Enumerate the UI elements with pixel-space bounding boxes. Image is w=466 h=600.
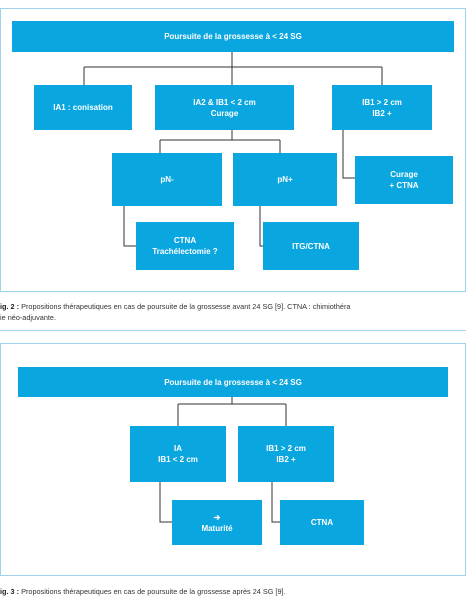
- fig3-caption: [0, 586, 466, 597]
- fig3-ia-box: IA IB1 < 2 cm: [130, 426, 226, 482]
- fig3-ib1-box: IB1 > 2 cm IB2 +: [238, 426, 334, 482]
- fig3-ctna-box: CTNA: [280, 500, 364, 545]
- fig2-itg-ctna-box: ITG/CTNA: [263, 222, 359, 270]
- fig2-caption-text: Propositions thérapeutiques en cas de poursuite de la grossesse avant 24 SG [9]. CTNA : chimiothéra: [19, 302, 351, 311]
- fig2-ctna-trach-box: CTNA Trachélectomie ?: [136, 222, 234, 270]
- fig2-ib1-box: IB1 > 2 cm IB2 +: [332, 85, 432, 130]
- connector-pnminus-to-ctna: [124, 206, 136, 246]
- fig2-caption-line2: ie néo-adjuvante.: [0, 313, 56, 322]
- fig2-pnminus-box: pN-: [112, 153, 222, 206]
- fig2-caption: [0, 301, 466, 312]
- connector-ib1-to-curage: [343, 130, 355, 178]
- fig3-root-box: Poursuite de la grossesse à < 24 SG: [18, 367, 448, 397]
- fig2-caption-label: ig. 2 :: [0, 302, 20, 311]
- fig2-ia2-box: IA2 & IB1 < 2 cm Curage: [155, 85, 294, 130]
- fig2-pnplus-box: pN+: [233, 153, 337, 206]
- separator-top: [0, 330, 466, 331]
- fig3-caption-text: Propositions thérapeutiques en cas de poursuite de la grossesse après 24 SG [9].: [19, 587, 286, 596]
- fig2-curage-ctna-box: Curage + CTNA: [355, 156, 453, 204]
- fig3-caption-label: ig. 3 :: [0, 587, 20, 596]
- fig2-ia1-box: IA1 : conisation: [34, 85, 132, 130]
- fig3-maturite-box: ➔ Maturité: [172, 500, 262, 545]
- fig2-root-box: Poursuite de la grossesse à < 24 SG: [12, 21, 454, 52]
